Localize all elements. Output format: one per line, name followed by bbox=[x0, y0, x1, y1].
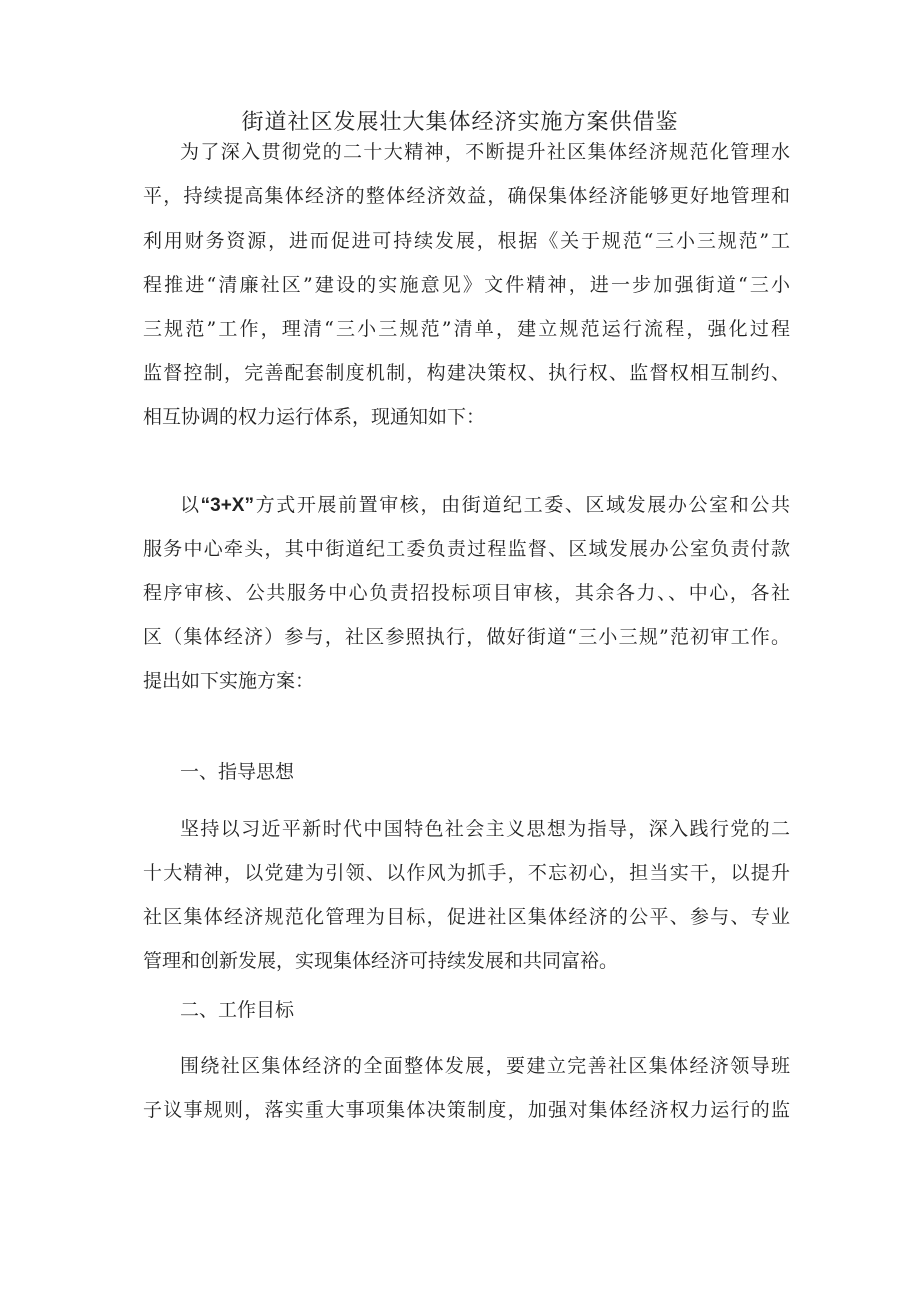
paragraph-line: 利用财务资源，进而促进可持续发展，根据《关于规范“三小三规范”工 bbox=[143, 230, 790, 252]
paragraph-line: 区（集体经济）参与，社区参照执行，做好街道“三小三规”范初审工作。 bbox=[143, 626, 790, 648]
paragraph-line: 子议事规则，落实重大事项集体决策制度，加强对集体经济权力运行的监 bbox=[143, 1099, 790, 1121]
section-heading: 一、指导思想 bbox=[180, 761, 295, 783]
paragraph-line: 服务中心牵头，其中街道纪工委负责过程监督、区域发展办公室负责付款 bbox=[143, 538, 790, 560]
text-span: 方式开展前置审核，由街道纪工委、区域发展办公室和公共 bbox=[253, 494, 790, 516]
paragraph-line: 程推进“清廉社区”建设的实施意见》文件精神，进一步加强街道“三小 bbox=[143, 274, 790, 296]
paragraph-line: 提出如下实施方案： bbox=[143, 670, 315, 692]
document-title: 街道社区发展壮大集体经济实施方案供借鉴 bbox=[241, 110, 679, 135]
paragraph-line: 围绕社区集体经济的全面整体发展，要建立完善社区集体经济领导班 bbox=[180, 1055, 790, 1077]
section-heading: 二、工作目标 bbox=[180, 999, 295, 1021]
paragraph-line: 坚持以习近平新时代中国特色社会主义思想为指导，深入践行党的二 bbox=[180, 818, 790, 840]
paragraph-line: 十大精神，以党建为引领、以作风为抓手，不忘初心，担当实干，以提升 bbox=[143, 862, 790, 884]
paragraph-line: 三规范”工作，理清“三小三规范”清单，建立规范运行流程，强化过程 bbox=[143, 318, 790, 340]
paragraph-line: 程序审核、公共服务中心负责招投标项目审核，其余各力、、中心，各社 bbox=[143, 582, 790, 604]
paragraph-line: 社区集体经济规范化管理为目标，促进社区集体经济的公平、参与、专业 bbox=[143, 906, 790, 928]
paragraph-line: 相互协调的权力运行体系，现通知如下： bbox=[143, 406, 486, 428]
bold-text: “3+X” bbox=[200, 495, 254, 516]
paragraph-line: 管理和创新发展，实现集体经济可持续发展和共同富裕。 bbox=[143, 950, 619, 972]
paragraph-line: 为了深入贯彻党的二十大精神，不断提升社区集体经济规范化管理水 bbox=[180, 141, 790, 163]
paragraph-line bbox=[180, 491, 790, 520]
paragraph-line: 监督控制，完善配套制度机制，构建决策权、执行权、监督权相互制约、 bbox=[143, 362, 790, 384]
text-span: 以 bbox=[180, 494, 201, 516]
paragraph-line: 平，持续提高集体经济的整体经济效益，确保集体经济能够更好地管理和 bbox=[143, 185, 790, 207]
